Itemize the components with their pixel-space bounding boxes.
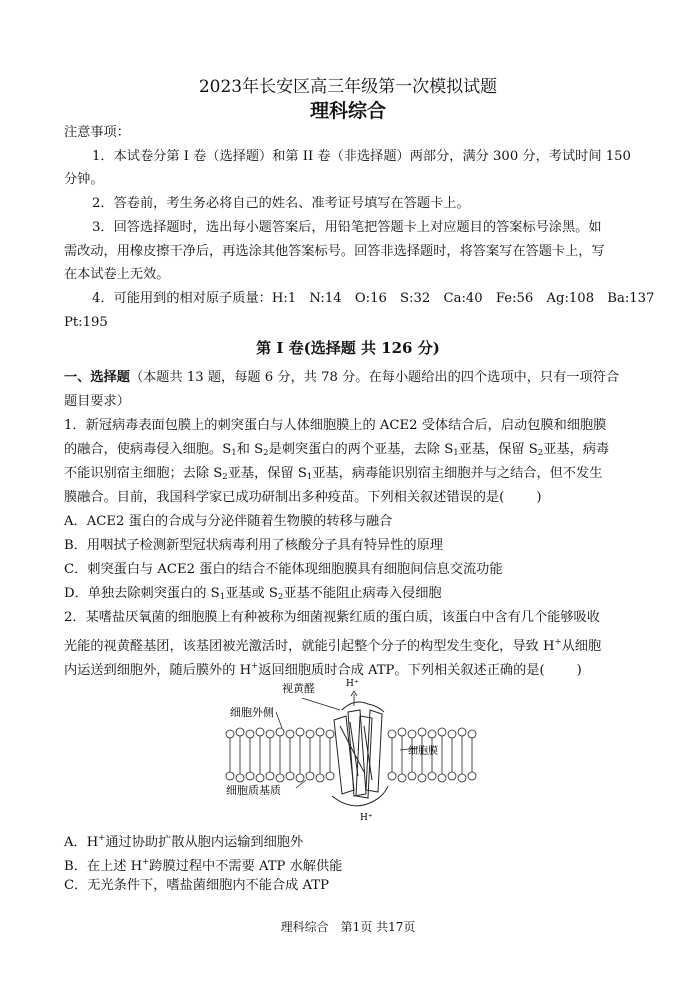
- lipid-heads-inner: [226, 772, 476, 782]
- exam-title: 2023年长安区高三年级第一次模拟试题: [198, 77, 498, 97]
- q1-stem: 的融合，使病毒侵入细胞。$S_1$和 $S_2$是刺突蛋白的两个亚基，去除 $S_1$亚基，保留 $S_2$亚基，病毒: [64, 442, 610, 458]
- q2-option-a: A．H+通过协助扩散从胞内运输到细胞外: [64, 833, 304, 850]
- notice-item-2: 2．答卷前，考生务必将自己的姓名、准考证号填写在答题卡上。: [92, 196, 470, 211]
- pointer-outside: [276, 712, 282, 728]
- q1-option-b: B．用咽拭子检测新型冠状病毒利用了核酸分子具有特异性的原理: [64, 538, 443, 553]
- notice-item-3-cont: 需改动，用橡皮擦干净后，再选涂其他答案标号。回答非选择题时，将答案写在答题卡上，写: [64, 244, 605, 259]
- notice-heading: 注意事项：: [64, 125, 130, 140]
- protein-helices: [332, 702, 388, 806]
- q1-stem: 1．新冠病毒表面包膜上的刺突蛋白与人体细胞膜上的 ACE2 受体结合后，启动包膜和细胞膜: [64, 418, 607, 433]
- q1-option-c: C．刺突蛋白与 ACE2 蛋白的结合不能体现细胞膜具有细胞间信息交流功能: [64, 562, 503, 577]
- diagram-label-outside: 细胞外侧: [230, 706, 274, 719]
- diagram-label-membrane: 细胞膜: [408, 746, 438, 757]
- notice-item-3: 3．回答选择题时，选出每小题答案后，用铅笔把答题卡上对应题目的答案标号涂黑。如: [92, 220, 602, 235]
- bacteriorhodopsin-diagram: [222, 676, 480, 824]
- q2-stem: 2．某嗜盐厌氧菌的细胞膜上有种被称为细菌视紫红质的蛋白质，该蛋白中含有几个能够吸收: [64, 610, 600, 625]
- section-title: 第 I 卷(选择题 共 126 分): [256, 339, 440, 357]
- diagram-label-h-top: H⁺: [346, 679, 359, 689]
- diagram-label-retinal: 视黄醛: [282, 682, 315, 695]
- diagram-label-h-bottom: H⁺: [360, 813, 373, 823]
- section-label: 一、选择题: [64, 370, 130, 385]
- pointer-retinal: [302, 698, 340, 710]
- q1-stem: 不能识别宿主细胞；去除 $S_2$亚基，保留 $S_1$亚基，病毒能识别宿主细胞并与之结合，但不发生: [64, 466, 603, 482]
- notice-item-4-cont: Pt:195: [64, 315, 108, 330]
- q2-stem: 光能的视黄醛基团，该基团被光激活时，就能引起整个分子的构型发生变化，导致 H+从细胞: [64, 637, 602, 654]
- q2-option-c: C．无光条件下，嗜盐菌细胞内不能合成 ATP: [64, 878, 329, 893]
- q1-stem: 膜融合。目前，我国科学家已成功研制出多种疫苗。下列相关叙述错误的是( ): [64, 490, 542, 505]
- section-intro: [64, 369, 619, 387]
- notice-item-3-cont: 在本试卷上无效。: [64, 267, 170, 282]
- notice-item-1-cont: 分钟。: [64, 172, 104, 187]
- q1-option-a: A．ACE2 蛋白的合成与分泌伴随着生物膜的转移与融合: [64, 514, 393, 529]
- q1-option-d: D．单独去除刺突蛋白的 $S_1$亚基或 $S_2$亚基不能阻止病毒入侵细胞: [64, 586, 442, 602]
- notice-item-4: 4．可能用到的相对原子质量：H:1 N:14 O:16 S:32 Ca:40 Fe:56 Ag:108 Ba:137: [92, 291, 655, 306]
- diagram-label-inside: 细胞质基质: [226, 784, 281, 797]
- notice-item-1: 1．本试卷分第 I 卷（选择题）和第 II 卷（非选择题）两部分，满分 300 分，考试时间 150: [92, 149, 631, 164]
- section-intro-text: （本题共 13 题，每题 6 分，共 78 分。在每小题给出的四个选项中，只有一项符合: [129, 370, 620, 385]
- section-intro-cont: 题目要求）: [64, 394, 130, 409]
- q2-option-b: B．在上述 H+跨膜过程中不需要 ATP 水解供能: [64, 857, 343, 874]
- q2-stem: 内运送到细胞外，随后膜外的 H+返回细胞质时合成 ATP。下列相关叙述正确的是( ): [64, 661, 582, 678]
- page-footer: 理科综合 第1页 共17页: [280, 920, 416, 934]
- exam-subject: 理科综合: [309, 100, 386, 122]
